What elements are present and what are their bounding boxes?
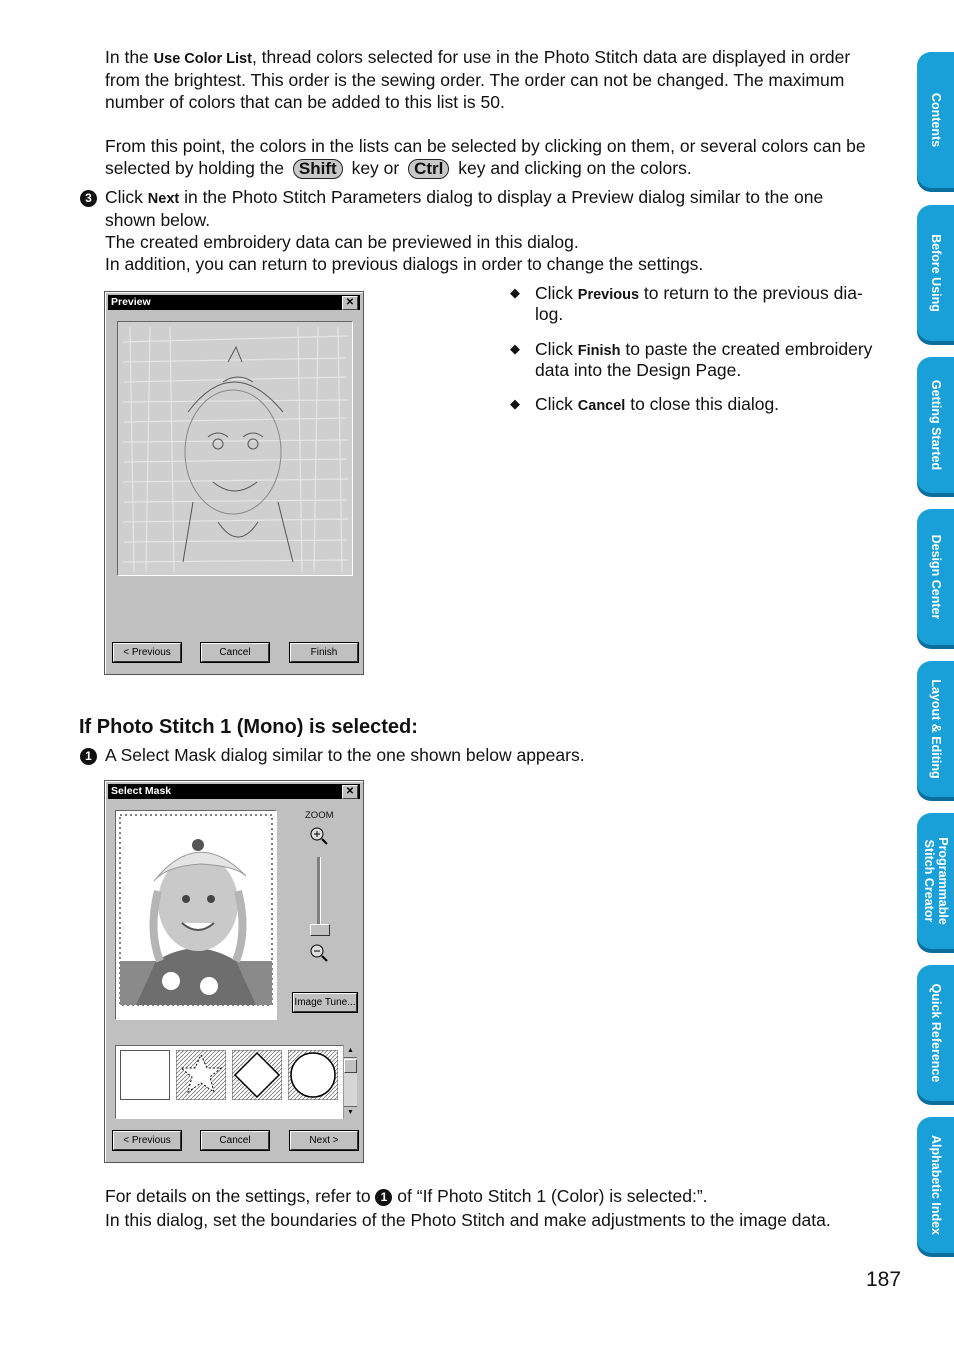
child-photo-image: [116, 811, 276, 1019]
diamond-bullet-icon: ◆: [510, 341, 520, 356]
preview-dialog: [104, 291, 364, 675]
details-line2: In this dialog, set the boundaries of the Photo Stitch and make adjustments to the image data.: [105, 1210, 831, 1230]
bullet-previous-line2: log.: [535, 304, 564, 324]
use-color-list-paragraph-line1: In the Use Color List, thread colors selected for use in the Photo Stitch data are displayed in order: [105, 47, 851, 67]
tab-getting-started[interactable]: Getting Started: [917, 357, 954, 493]
mask-shape-list: [115, 1045, 357, 1119]
image-tune-button[interactable]: Image Tune...: [293, 993, 357, 1012]
photo-mask-area[interactable]: [115, 810, 277, 1020]
mask-shape-custom[interactable]: [176, 1050, 226, 1100]
use-color-list-paragraph-line2: from the brightest. This order is the sewing order. The order can not be changed. The maximum: [105, 70, 845, 90]
mono-section-heading: If Photo Stitch 1 (Mono) is selected:: [79, 716, 418, 738]
embroidery-preview-area: [117, 321, 353, 576]
use-color-list-paragraph-line3: number of colors that can be added to this list is 50.: [105, 92, 505, 112]
zoom-out-icon[interactable]: [310, 944, 328, 962]
close-icon[interactable]: ✕: [342, 296, 358, 310]
selection-paragraph-line1: From this point, the colors in the lists can be selected by clicking on them, or several colors can be: [105, 136, 866, 156]
select-mask-dialog: [104, 780, 364, 1163]
previous-button[interactable]: < Previous: [113, 643, 181, 662]
diamond-bullet-icon: ◆: [510, 396, 520, 411]
tab-alphabetic-index[interactable]: Alphabetic Index: [917, 1117, 954, 1253]
step-3-number: 3: [80, 186, 97, 208]
next-button[interactable]: Next >: [290, 1131, 358, 1150]
select-mask-titlebar: [108, 784, 360, 799]
shift-key: Shift: [293, 159, 343, 179]
page-number: 187: [866, 1268, 902, 1291]
embroidery-preview-image: [118, 322, 352, 575]
tab-quick-reference[interactable]: Quick Reference: [917, 965, 954, 1101]
mask-shape-circle[interactable]: [288, 1050, 338, 1100]
ctrl-key: Ctrl: [408, 159, 449, 179]
zoom-in-icon[interactable]: [310, 827, 328, 845]
zoom-slider-track[interactable]: [317, 857, 321, 932]
step-3-line4: In addition, you can return to previous dialogs in order to change the settings.: [105, 254, 704, 274]
bullet-cancel-line1: Click Cancel to close this dialog.: [535, 394, 780, 414]
step-3-line3: The created embroidery data can be previewed in this dialog.: [105, 232, 579, 252]
finish-button[interactable]: Finish: [290, 643, 358, 662]
scroll-thumb[interactable]: [344, 1059, 357, 1073]
step-3-line1: Click Next in the Photo Stitch Parameters dialog to display a Preview dialog similar to the one: [105, 187, 824, 207]
tab-design-center[interactable]: Design Center: [917, 509, 954, 645]
diamond-bullet-icon: ◆: [510, 285, 520, 300]
zoom-label: ZOOM: [305, 810, 334, 821]
bullet-finish-line1: Click Finish to paste the created embroidery: [535, 339, 873, 359]
tab-layout-editing[interactable]: Layout & Editing: [917, 661, 954, 797]
preview-dialog-titlebar: [108, 295, 360, 310]
bullet-previous-line1: Click Previous to return to the previous dia-: [535, 283, 863, 303]
details-line1: For details on the settings, refer to 1 of “If Photo Stitch 1 (Color) is selected:”.: [105, 1186, 708, 1206]
selection-paragraph-line2: selected by holding the Shift key or Ctrl key and clicking on the colors.: [105, 158, 692, 178]
previous-button[interactable]: < Previous: [113, 1131, 181, 1150]
bullet-finish-line2: data into the Design Page.: [535, 360, 742, 380]
tab-contents[interactable]: Contents: [917, 52, 954, 188]
step-3-line2: shown below.: [105, 210, 211, 230]
close-icon[interactable]: ✕: [342, 785, 358, 799]
scroll-up-icon[interactable]: ▲: [344, 1045, 357, 1058]
preview-dialog-title: Preview: [111, 296, 151, 308]
mask-shape-square[interactable]: [120, 1050, 170, 1100]
step-1-text: A Select Mask dialog similar to the one shown below appears.: [105, 745, 585, 765]
zoom-slider-thumb[interactable]: [310, 924, 330, 936]
cancel-button[interactable]: Cancel: [201, 643, 269, 662]
tab-programmable-stitch-creator[interactable]: Programmable Stitch Creator: [917, 813, 954, 949]
mask-list-scrollbar[interactable]: [343, 1045, 357, 1119]
cancel-button[interactable]: Cancel: [201, 1131, 269, 1150]
scroll-down-icon[interactable]: ▼: [344, 1106, 357, 1119]
step-1-number: 1: [80, 744, 97, 766]
select-mask-title: Select Mask: [111, 785, 172, 797]
mask-shape-diamond[interactable]: [232, 1050, 282, 1100]
tab-before-using[interactable]: Before Using: [917, 205, 954, 341]
